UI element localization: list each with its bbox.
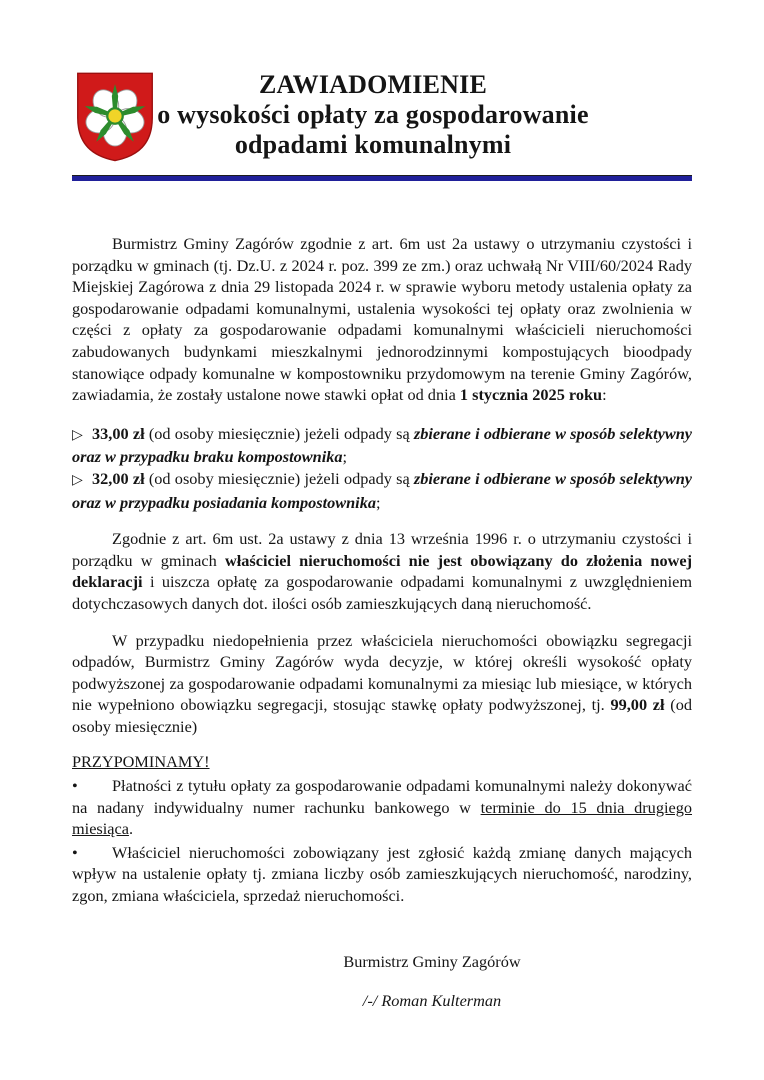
no-declaration-paragraph: Zgodnie z art. 6m ust. 2a ustawy z dnia 13 września 1996 r. o utrzymaniu czystości i porządku w gminach właściciel nieruchomości nie jest obowiązany do złożenia nowej deklaracji i uiszcza opłatę za gospodarowanie odpadami komunalnymi z uwzględnieniem dotychczasowych danych dot. ilości osób zamieszkujących daną nieruchomość. — [72, 529, 693, 613]
signature-block — [72, 951, 692, 1012]
document-title — [72, 70, 692, 160]
document-header — [72, 0, 692, 160]
dot-bullet-icon: • — [72, 842, 78, 862]
triangle-bullet-icon: ▷ — [72, 472, 83, 488]
header-divider — [72, 175, 692, 181]
reminder-heading-text: PRZYPOMINAMY! — [72, 752, 210, 772]
fee-rate-item-33 — [72, 423, 692, 468]
signature-name: /-/ Roman Kulterman — [362, 990, 502, 1010]
dot-bullet-icon: • — [72, 776, 78, 796]
title-line-1: ZAWIADOMIENIE — [259, 70, 487, 99]
title-line-2: o wysokości opłaty za gospodarowanie — [157, 100, 589, 129]
triangle-bullet-icon: ▷ — [72, 427, 83, 443]
fee-rates-list — [72, 423, 692, 513]
reminder-item-payments — [72, 775, 692, 840]
title-line-3: odpadami komunalnymi — [234, 130, 512, 159]
rose-center — [107, 108, 122, 123]
intro-paragraph: Burmistrz Gminy Zagórów zgodnie z art. 6m ust 2a ustawy o utrzymaniu czystości i porządku w gminach (tj. Dz.U. z 2024 r. poz. 399 ze zm.) oraz uchwałą Nr VIII/60/2024 Rady Miejskiej Zagórowa z dnia 29 listopada 2024 r. w sprawie wyboru metody ustalenia opłaty za gospodarowanie odpadami komunalnymi, ustalenia wysokości tej opłaty oraz zwolnienia w części z opłaty za gospodarowanie odpadami komunalnymi właścicieli nieruchomości zabudowanych budynkami mieszkalnymi jednorodzinnymi kompostujących bioodpady stanowiące odpady komunalne w kompostowniku przydomowym na terenie Gminy Zagórów, zawiadamia, że zostały ustalone nowe stawki opłat od dnia 1 stycznia 2025 roku: — [72, 234, 692, 405]
reminder-heading — [72, 751, 692, 773]
signature-role: Burmistrz Gminy Zagórów — [343, 951, 521, 971]
reminder-text: Płatności z tytułu opłaty za gospodarowanie odpadami komunalnymi należy dokonywać na nadany indywidualny numer rachunku bankowego w terminie do 15 dnia drugiego miesiąca. — [72, 776, 692, 839]
coat-of-arms-icon — [75, 70, 155, 162]
reminder-item-changes — [72, 842, 692, 907]
reminder-text: Właściciel nieruchomości zobowiązany jest zgłosić każdą zmianę danych mających wpływ na ustalenie opłaty tj. zmiana liczby osób zamieszkujących nieruchomość, narodziny, zgon, zmiana właściciela, sprzedaż nieruchomości. — [72, 842, 692, 906]
fee-rate-text: 32,00 zł (od osoby miesięcznie) jeżeli odpady są zbierane i odbierane w sposób selektywny oraz w przypadku posiadania kompostownika; — [72, 468, 692, 512]
penalty-paragraph: W przypadku niedopełnienia przez właściciela nieruchomości obowiązku segregacji odpadów, Burmistrz Gminy Zagórów wyda decyzje, w której określi wysokość opłaty podwyższonej za gospodarowanie odpadami komunalnymi za miesiąc lub miesiące, w których nie wypełniono obowiązku segregacji, stosując stawkę opłaty podwyższonej, tj. 99,00 zł (od osoby miesięcznie) — [72, 630, 692, 736]
fee-rate-text: 33,00 zł (od osoby miesięcznie) jeżeli odpady są zbierane i odbierane w sposób selektywny oraz w przypadku braku kompostownika; — [72, 423, 692, 467]
fee-rate-item-32 — [72, 468, 692, 513]
document-body — [72, 233, 692, 1012]
